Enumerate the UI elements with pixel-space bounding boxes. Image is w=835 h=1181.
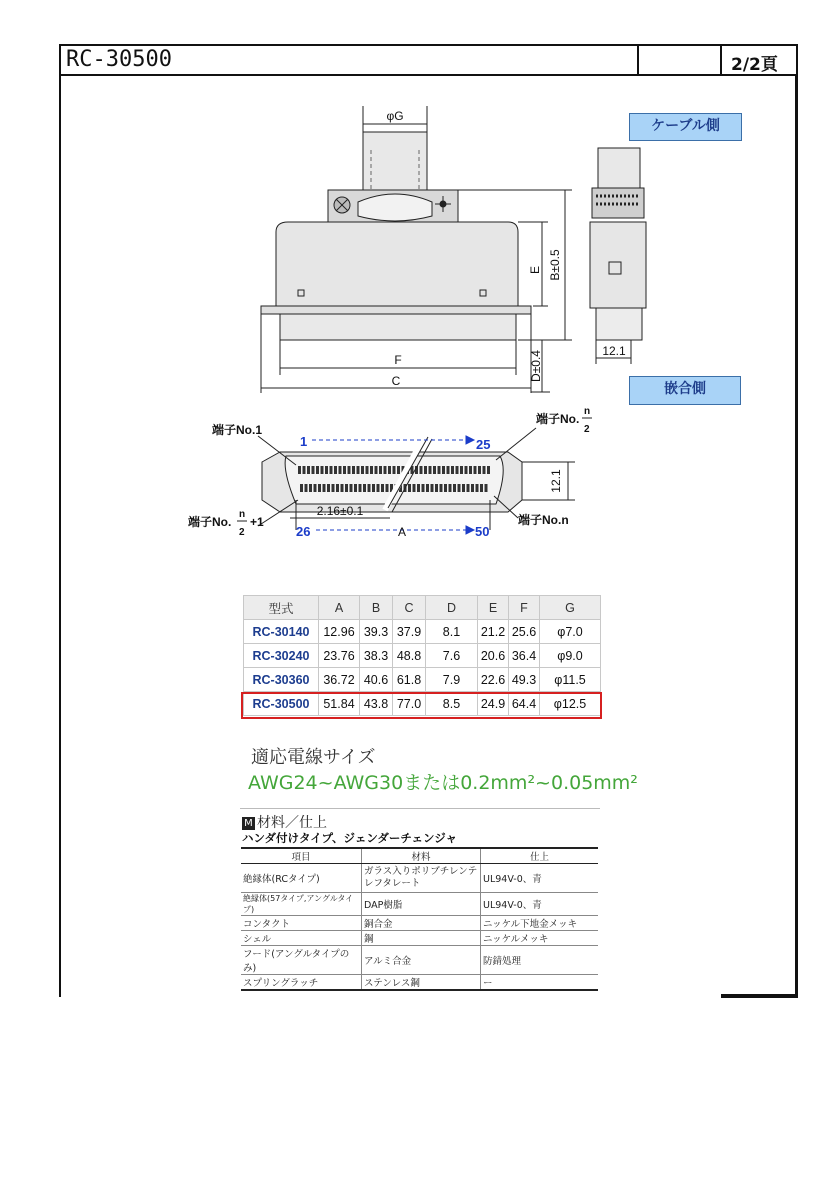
table-cell: 51.84 [319, 692, 360, 716]
terminal-non2-label: 端子No. [536, 412, 580, 426]
table-cell: 22.6 [478, 668, 509, 692]
column-header: 材料 [362, 848, 481, 864]
table-row [244, 620, 601, 644]
terminal-non2-num: n [584, 406, 591, 417]
table-cell: 38.3 [360, 644, 393, 668]
pin-50-label: 50 [475, 524, 490, 539]
terminal-non2p1-label: 端子No. [188, 515, 232, 529]
wire-size-spec: AWG24~AWG30または0.2mm²~0.05mm² [248, 772, 638, 794]
highlight-box [241, 692, 602, 719]
frame-bottom-mark [721, 994, 798, 998]
terminal-non2p1-suffix: +1 [250, 515, 264, 529]
table-cell: 48.8 [393, 644, 426, 668]
table-cell: UL94V-0、青 [481, 893, 599, 916]
column-header: C [393, 596, 426, 620]
table-cell: φ11.5 [540, 668, 601, 692]
table-cell: アルミ合金 [362, 946, 481, 975]
table-cell: 49.3 [509, 668, 540, 692]
terminal-no1-label: 端子No.1 [212, 423, 263, 437]
table-cell: UL94V-0、青 [481, 864, 599, 893]
table-row [241, 946, 598, 975]
table-cell: 40.6 [360, 668, 393, 692]
column-header: B [360, 596, 393, 620]
table-cell: ー [481, 975, 599, 991]
model-cell: RC-30140 [244, 620, 319, 644]
page-number: 2/2頁 [731, 55, 778, 75]
column-header: E [478, 596, 509, 620]
table-cell: 39.3 [360, 620, 393, 644]
dim-front-label: 12.1 [549, 469, 563, 493]
table-row [241, 975, 598, 991]
terminal-non2p1-num: n [239, 509, 246, 520]
dim-a-label: A [397, 525, 407, 539]
column-header: D [426, 596, 478, 620]
table-cell: 23.76 [319, 644, 360, 668]
materials-icon: M [242, 817, 255, 830]
frame-left-border [59, 74, 61, 997]
table-cell: 8.1 [426, 620, 478, 644]
table-cell: 36.72 [319, 668, 360, 692]
pin-25-label: 25 [476, 437, 491, 452]
dim-pitch-label: 2.16±0.1 [316, 504, 364, 518]
model-cell: RC-30240 [244, 644, 319, 668]
materials-heading [242, 812, 327, 832]
table-cell: コンタクト [241, 916, 362, 931]
table-cell: 絶縁体(57タイプ,アングルタイプ) [241, 893, 362, 916]
table-cell: 銅合金 [362, 916, 481, 931]
table-header-row [244, 596, 601, 620]
table-cell: 鋼 [362, 931, 481, 946]
table-row [241, 931, 598, 946]
table-cell: φ9.0 [540, 644, 601, 668]
table-row [241, 893, 598, 916]
dim-side-label: 12.1 [602, 344, 626, 358]
table-cell: ニッケル下地金メッキ [481, 916, 599, 931]
table-cell: 7.6 [426, 644, 478, 668]
table-cell: 36.4 [509, 644, 540, 668]
table-cell: 7.9 [426, 668, 478, 692]
dim-e-label: E [528, 265, 542, 275]
table-cell: DAP樹脂 [362, 893, 481, 916]
connector-drawing [180, 100, 760, 560]
mating-side-label: 嵌合側 [664, 381, 706, 397]
pin-26-label: 26 [296, 524, 311, 539]
dim-c-label: C [391, 374, 401, 388]
table-cell: スプリングラッチ [241, 975, 362, 991]
column-header: 型式 [244, 596, 319, 620]
table-cell: シェル [241, 931, 362, 946]
table-cell: 24.9 [478, 692, 509, 716]
table-cell: 61.8 [393, 668, 426, 692]
column-header: F [509, 596, 540, 620]
cable-side-label: ケーブル側 [651, 118, 720, 134]
model-cell: RC-30360 [244, 668, 319, 692]
dim-g-label: φG [386, 109, 404, 123]
table-row [244, 668, 601, 692]
table-cell: φ7.0 [540, 620, 601, 644]
table-row [241, 864, 598, 893]
column-header: G [540, 596, 601, 620]
table-cell: 77.0 [393, 692, 426, 716]
table-cell: φ12.5 [540, 692, 601, 716]
table-cell: ガラス入りポリブチレンテレフタレート [362, 864, 481, 893]
table-cell: 21.2 [478, 620, 509, 644]
header-separator [720, 44, 722, 76]
table-cell: 8.5 [426, 692, 478, 716]
table-cell: 防錆処理 [481, 946, 599, 975]
cable-side-callout [629, 113, 742, 141]
table-cell: 12.96 [319, 620, 360, 644]
table-row [244, 644, 601, 668]
table-header-row [241, 848, 598, 864]
mating-side-callout [629, 376, 741, 405]
materials-heading-text: 材料／仕上 [257, 815, 327, 831]
table-cell: 43.8 [360, 692, 393, 716]
table-cell: 25.6 [509, 620, 540, 644]
column-header: 仕上 [481, 848, 599, 864]
terminal-non2p1-den: 2 [239, 527, 245, 538]
column-header: A [319, 596, 360, 620]
table-cell: フード(アングルタイプのみ) [241, 946, 362, 975]
dim-d-label: D±0.4 [529, 350, 543, 382]
table-cell: ニッケルメッキ [481, 931, 599, 946]
table-cell: ステンレス鋼 [362, 975, 481, 991]
document-title: RC-30500 [66, 47, 172, 72]
model-cell: RC-30500 [244, 692, 319, 716]
table-cell: 絶縁体(RCタイプ) [241, 864, 362, 893]
header-separator [637, 44, 639, 76]
materials-subheading: ハンダ付けタイプ、ジェンダーチェンジャ [242, 831, 457, 845]
table-cell: 20.6 [478, 644, 509, 668]
dim-b-label: B±0.5 [548, 249, 562, 281]
dim-f-label: F [394, 353, 402, 367]
table-row [241, 916, 598, 931]
pin-1-label: 1 [300, 434, 308, 449]
section-divider [240, 808, 600, 809]
table-cell: 64.4 [509, 692, 540, 716]
column-header: 項目 [241, 848, 362, 864]
frame-right-border [795, 74, 798, 997]
terminal-non2-den: 2 [584, 424, 590, 435]
materials-table [241, 847, 598, 991]
terminal-non-label: 端子No.n [518, 513, 569, 527]
wire-size-title: 適応電線サイズ [251, 747, 376, 768]
table-cell: 37.9 [393, 620, 426, 644]
